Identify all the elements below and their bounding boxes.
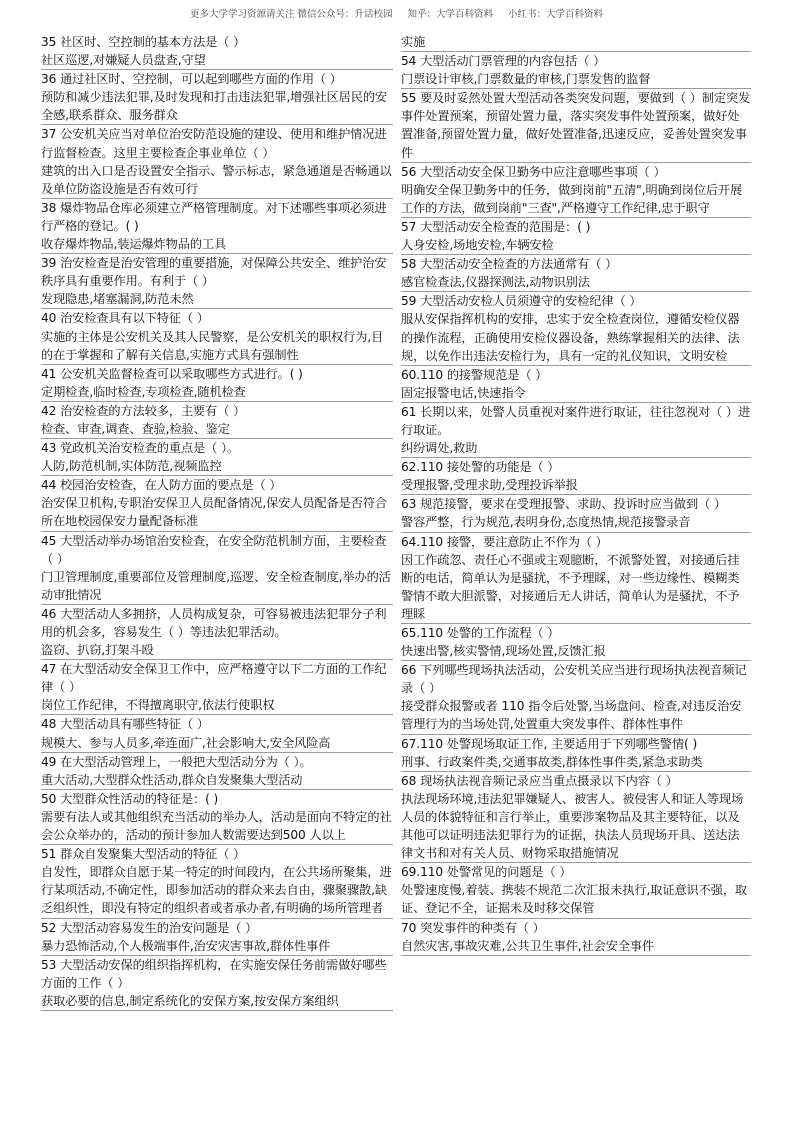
- answer-text: 收存爆炸物品,装运爆炸物品的工具: [41, 237, 227, 252]
- question-text: 35 社区时、空控制的基本方法是（ ）: [41, 35, 246, 49]
- question-51: [41, 845, 393, 918]
- answer-text: 治安保卫机构,专职治安保卫人员配备情况,保安人员配备是否符合所在地校园保安力量配备标准: [41, 496, 387, 529]
- answer-text: 警容严整，行为规范,表明身份,态度热情,规范接警录音: [401, 515, 691, 530]
- question-58: [401, 255, 751, 292]
- question-39: [41, 254, 393, 309]
- header-xiaohongshu-note: 小红书：大学百科资料: [508, 9, 604, 20]
- question-50: [41, 790, 393, 845]
- question-37: [41, 125, 393, 198]
- answer-text: 检查、审查,调查、查验,检验、鉴定: [41, 421, 230, 436]
- question-40: [41, 309, 393, 364]
- question-56: [401, 163, 751, 218]
- question-text: 43 党政机关治安检查的重点是（ ）。: [41, 441, 240, 456]
- question-41: [41, 365, 393, 402]
- answer-text: 岗位工作纪律，不得擅离职守,依法行使职权: [41, 698, 275, 713]
- question-text: 61 长期以来，处警人员重视对案件进行取证，往往忽视对（ ）进行取证。: [401, 404, 751, 437]
- question-text: 45 大型活动举办场馆治安检查，在安全防范机制方面，主要检查（ ）: [41, 533, 387, 566]
- question-text: 53 大型活动安保的组织指挥机构，在实施安保任务前需做好哪些方面的工作（ ）: [41, 957, 387, 990]
- question-60: [401, 366, 751, 403]
- question-68: [401, 772, 751, 863]
- question-64: [401, 533, 751, 624]
- question-35: [41, 33, 393, 70]
- answer-text: 受理报警,受理求助,受理投诉举报: [401, 478, 578, 493]
- answer-text: 实施: [401, 35, 426, 49]
- answer-text: 暴力恐怖活动,个人极端事件,治安灾害事故,群体性事件: [41, 938, 331, 953]
- left-column: [41, 33, 393, 1011]
- question-57: [401, 218, 751, 255]
- answer-text: 固定报警电话,快速指令: [401, 385, 526, 400]
- question-text: 42 治安检查的方法较多，主要有（ ）: [41, 403, 246, 418]
- question-44: [41, 476, 393, 531]
- question-text: 40 治安检查具有以下特征（ ）: [41, 311, 209, 326]
- answer-text: 门票设计审核,门票数量的审核,门票发售的监督: [401, 72, 651, 87]
- question-46: [41, 605, 393, 660]
- header-wechat-note: 更多大学学习资源请关注 微信公众号：升话校园: [189, 9, 393, 20]
- question-text: 67.110 处警现场取证工作, 主要适用于下列哪些警情( ): [401, 736, 698, 751]
- question-text: 52 大型活动容易发生的治安问题是（ ）: [41, 920, 258, 935]
- question-text: 46 大型活动人多拥挤，人员构成复杂，可容易被违法犯罪分子利用的机会多，容易发生（ ）等违法犯罪活动。: [41, 606, 387, 639]
- question-text: 57 大型活动安全检查的范围是：( ): [401, 219, 591, 234]
- answer-text: 服从安保指挥机构的安排，忠实于安全检查岗位，遵循安检仪器的操作流程，正确使用安检仪器设备，熟练掌握相关的法律、法规，以免作出违法安检行为，具有一定的礼仪知识，文明安检: [401, 312, 740, 363]
- question-59: [401, 292, 751, 365]
- question-text: 66 下列哪些现场执法活动，公安机关应当进行现场执法视音频记录（ ）: [401, 663, 747, 696]
- answer-text: 执法现场环境,违法犯罪嫌疑人、被害人、被侵害人和证人等现场人员的体貌特征和言行举止，重要涉案物品及其主要特征，以及其他可以证明违法犯罪行为的证据，执法人员现场开具、送达法律文书和对有关人员、财物采取措施情况: [401, 791, 744, 861]
- answer-text: 快速出警,核实警情,现场处置,反馈汇报: [401, 644, 606, 659]
- question-54: [401, 52, 751, 89]
- answer-text: 建筑的出入口是否设置安全指示、警示标志，紧急通道是否畅通以及单位防盗设施是否有效可行: [41, 163, 392, 196]
- answer-text: 预防和减少违法犯罪,及时发现和打击违法犯罪,增强社区居民的安全感,联系群众、服务群众: [41, 90, 387, 123]
- question-text: 48 大型活动具有哪些特征（ ）: [41, 717, 209, 732]
- question-text: 59 大型活动安检人员须遵守的安检纪律（ ）: [401, 294, 642, 309]
- question-38: [41, 199, 393, 254]
- page-header: [0, 6, 793, 20]
- question-text: 58 大型活动安全检查的方法通常有（ ）: [401, 257, 618, 272]
- question-67: [401, 735, 751, 772]
- answer-text: 自然灾害,事故灾难,公共卫生事件,社会安全事件: [401, 938, 655, 953]
- question-text: 44 校园治安检查，在人防方面的要点是（ ）: [41, 478, 282, 493]
- question-text: 69.110 处警常见的问题是（ ）: [401, 865, 572, 880]
- answer-text: 需要有法人或其他组织充当活动的举办人，活动是面向不特定的社会公众举办的，活动的预计参加人数需要达到500 人以上: [41, 809, 392, 843]
- answer-text: 重大活动,大型群众性活动,群众自发聚集大型活动: [41, 772, 303, 787]
- answer-text: 处警速度慢,着装、携装不规范二次汇报未执行,取证意识不强，取证、登记不全，证据未及时移交保管: [401, 883, 747, 916]
- question-55: [401, 89, 751, 162]
- answer-text: 社区巡逻,对嫌疑人员盘查,守望: [41, 53, 206, 68]
- question-52: [41, 919, 393, 956]
- answer-text: 规模大、参与人员多,牵连面广,社会影响大,安全风险高: [41, 735, 331, 750]
- question-text: 56 大型活动安全保卫勤务中应注意哪些事项（ ）: [401, 164, 666, 179]
- question-text: 37 公安机关应当对单位治安防范设施的建设、使用和维护情况进行监督检查。这里主要检查企事业单位（ ）: [41, 127, 387, 160]
- answer-text: 实施的主体是公安机关及其人民警察，是公安机关的职权行为,目的在于掌握和了解有关信息,实施方式具有强制性: [41, 329, 384, 362]
- question-text: 38 爆炸物品仓库必须建立严格管理制度。对下述哪些事项必须进行严格的登记。( ): [41, 200, 387, 233]
- header-zhihu-note: 知乎：大学百科资料: [407, 9, 494, 20]
- question-53: [41, 956, 393, 1011]
- answer-text: 纠纷调处,救助: [401, 441, 478, 456]
- question-text: 55 要及时妥然处置大型活动各类突发问题，要做到（ ）制定突发事件处置预案，预留处置力量，落实突发事件处置预案，做好处置准备,预留处置力量，做好处置准备,迅速反应，妥善处置突发事件: [401, 91, 751, 160]
- answer-text: 人身安检,场地安检,车辆安检: [401, 238, 554, 253]
- question-text: 64.110 接警，要注意防止不作为（ ）: [401, 534, 608, 549]
- question-69: [401, 863, 751, 918]
- question-49: [41, 753, 393, 790]
- answer-text: 明确安全保卫勤务中的任务，做到岗前"五清",明确到岗位后开展工作的方法，做到岗前"三查",严格遵守工作纪律,忠于职守: [401, 182, 743, 215]
- answer-text: 门卫管理制度,重要部位及管理制度,巡逻、安全检查制度,举办的活动审批情况: [41, 569, 391, 602]
- question-text: 65.110 处警的工作流程（ ）: [401, 626, 560, 640]
- answer-text: 盗窃、扒窃,打架斗殴: [41, 643, 154, 658]
- question-42: [41, 402, 393, 439]
- question-text: 51 群众自发聚集大型活动的特征（ ）: [41, 847, 246, 862]
- question-text: 70 突发事件的种类有（ ）: [401, 920, 545, 935]
- question-66: [401, 661, 751, 734]
- answer-text: 因工作疏忽、责任心不强或主观臆断，不派警处置，对接通后挂断的电话，简单认为是骚扰，不予理睬，对一些边缘性、模糊类警情不敢大胆派警，对接通后无人讲话，简单认为是骚扰，不予理睬: [401, 552, 740, 621]
- question-text: 54 大型活动门票管理的内容包括（ ）: [401, 54, 606, 69]
- question-text: 60.110 的接警规范是（ ）: [401, 367, 548, 382]
- answer-text: 自发性，即群众自愿于某一特定的时间段内，在公共场所聚集，进行某项活动,不确定性，即参加活动的群众来去自由，骤聚骤散,缺乏组织性，即没有特定的组织者或者承办者,有明确的场所管理者: [41, 865, 392, 916]
- answer-text: 刑事、行政案件类,交通事故类,群体性事件类,紧急求助类: [401, 754, 703, 769]
- question-text: 39 治安检查是治安管理的重要措施，对保障公共安全、维护治安秩序具有重要作用。有利于（ ）: [41, 256, 387, 289]
- question-text: 68 现场执法视音频记录应当重点摄录以下内容（ ）: [401, 773, 678, 788]
- question-45: [41, 532, 393, 605]
- answer-text: 发现隐患,堵塞漏洞,防范未然: [41, 292, 194, 307]
- answer-text: 定期检查,临时检查,专项检查,随机检查: [41, 384, 246, 399]
- question-text: 41 公安机关监督检查可以采取哪些方式进行。( ): [41, 366, 303, 381]
- question-70: [401, 919, 751, 956]
- question-text: 63 规范接警，要求在受理报警、求助、投诉时应当做到（ ）: [401, 497, 727, 512]
- question-text: 50 大型群众性活动的特征是：( ): [41, 791, 219, 806]
- question-text: 49 在大型活动管理上，一般把大型活动分为（ ）。: [41, 754, 312, 769]
- question-text: 62.110 接处警的功能是（ ）: [401, 460, 560, 475]
- question-53-continued: [401, 33, 751, 52]
- question-63: [401, 495, 751, 532]
- answer-text: 人防,防范机制,实体防范,视频监控: [41, 459, 222, 474]
- answer-text: 获取必要的信息,制定系统化的安保方案,按安保方案组织: [41, 993, 339, 1008]
- question-36: [41, 70, 393, 125]
- answer-text: 接受群众报警或者 110 指令后处警,当场盘问、检查,对违反治安管理行为的当场处罚,处置重大突发事件、群体性事件: [401, 699, 742, 732]
- question-text: 36 通过社区时、空控制，可以起到哪些方面的作用（ ）: [41, 72, 342, 87]
- question-61: [401, 403, 751, 458]
- question-text: 47 在大型活动安全保卫工作中，应严格遵守以下二方面的工作纪律（ ）: [41, 662, 387, 695]
- question-62: [401, 458, 751, 495]
- answer-text: 感官检查法,仪器探测法,动物识别法: [401, 275, 590, 290]
- question-43: [41, 439, 393, 476]
- question-48: [41, 715, 393, 752]
- question-65: [401, 624, 751, 661]
- right-column: [401, 33, 751, 956]
- question-47: [41, 660, 393, 715]
